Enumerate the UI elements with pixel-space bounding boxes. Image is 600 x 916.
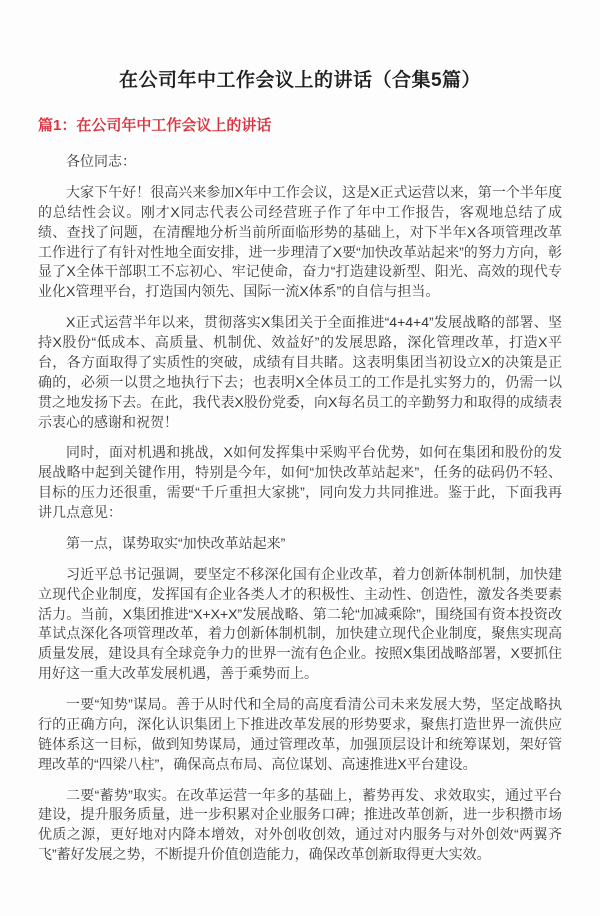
paragraph-reform-context: 习近平总书记强调，要坚定不移深化国有企业改革，着力创新体制机制，加快建立现代企业制度，发挥国有企业各类人才的积极性、主动性、创造性，激发各类要素活力。当前，X集团推进“X+X+X”发展战略、第二轮“加减乘除”，围绕国有资本投资改革试点深化各项管理改革，着力创新体制机制，加快建立现代企业制度，聚焦实现高质量发展，建设具有全球竞争力的世界一流有色企业。按照X集团战略部署，X要抓住用好这一重大改革发展机遇，善于乘势而上。 — [38, 565, 562, 682]
document-title: 在公司年中工作会议上的讲话（合集5篇） — [118, 70, 482, 91]
paragraph-second-build-momentum: 二要“蓄势”取实。在改革运营一年多的基础上，蓄势再发、求效取实，通过平台建设，提升服务质量，进一步积累对企业服务口碑；推进改革创新，进一步积攒市场优质之源，更好地对内降本增效，对外创收创效，通过对内服务与对外创效“两翼齐飞”蓄好发展之势，不断提升价值创造能力，确保改革创新取得更大实效。 — [38, 786, 562, 863]
paragraph-opportunities-challenges: 同时，面对机遇和挑战，X如何发挥集中采购平台优势，如何在集团和股份的发展战略中起到关键作用，特别是今年，如何“加快改革站起来”，任务的砝码仍不轻、目标的压力还很重，需要“千斤重担大家挑”，同向发力共同推进。鉴于此，下面我再讲几点意见： — [38, 444, 562, 520]
section-1-heading: 篇1：在公司年中工作会议上的讲话 — [38, 117, 272, 134]
salutation: 各位同志： — [66, 153, 136, 169]
point-1-heading: 第一点，谋势取实“加快改革站起来” — [66, 534, 286, 551]
paragraph-first-know-trend: 一要“知势”谋局。善于从时代和全局的高度看清公司未来发展大势，坚定战略执行的正确方向，深化认识集团上下推进改革发展的形势要求，聚焦打造世界一流供应链体系这一目标，做到知势谋局，通过管理改革，加强顶层设计和统筹谋划，架好管理改革的“四梁八柱”，确保高点布局、高位谋划、高速推进X平台建设。 — [38, 696, 562, 772]
paragraph-half-year-achievements: X正式运营半年以来，贯彻落实X集团关于全面推进“4+4+4”发展战略的部署、坚持X股份“低成本、高质量、机制优、效益好”的发展思路，深化管理改革，打造X平台，各方面取得了实质性的突破，成绩有目共睹。这表明集团当初设立X的决策是正确的，必须一以贯之地执行下去；也表明X全体员工的工作是扎实努力的，仍需一以贯之地发扬下去。在此，我代表X股份党委，向X每名员工的辛勤努力和取得的成绩表示衷心的感谢和祝贺！ — [38, 314, 562, 430]
paragraph-opening-greeting: 大家下午好！很高兴来参加X年中工作会议，这是X正式运营以来，第一个半年度的总结性会议。刚才X同志代表公司经营班子作了年中工作报告，客观地总结了成绩、查找了问题，在清醒地分析当前所面临形势的基础上，对下半年X各项管理改革工作进行了有针对性地全面安排，进一步理清了X要“加快改革站起来”的努力方向，彰显了X全体干部职工不忘初心、牢记使命，奋力“打造建设新型、阳光、高效的现代专业化X管理平台，打造国内领先、国际一流X体系”的自信与担当。 — [38, 183, 562, 300]
